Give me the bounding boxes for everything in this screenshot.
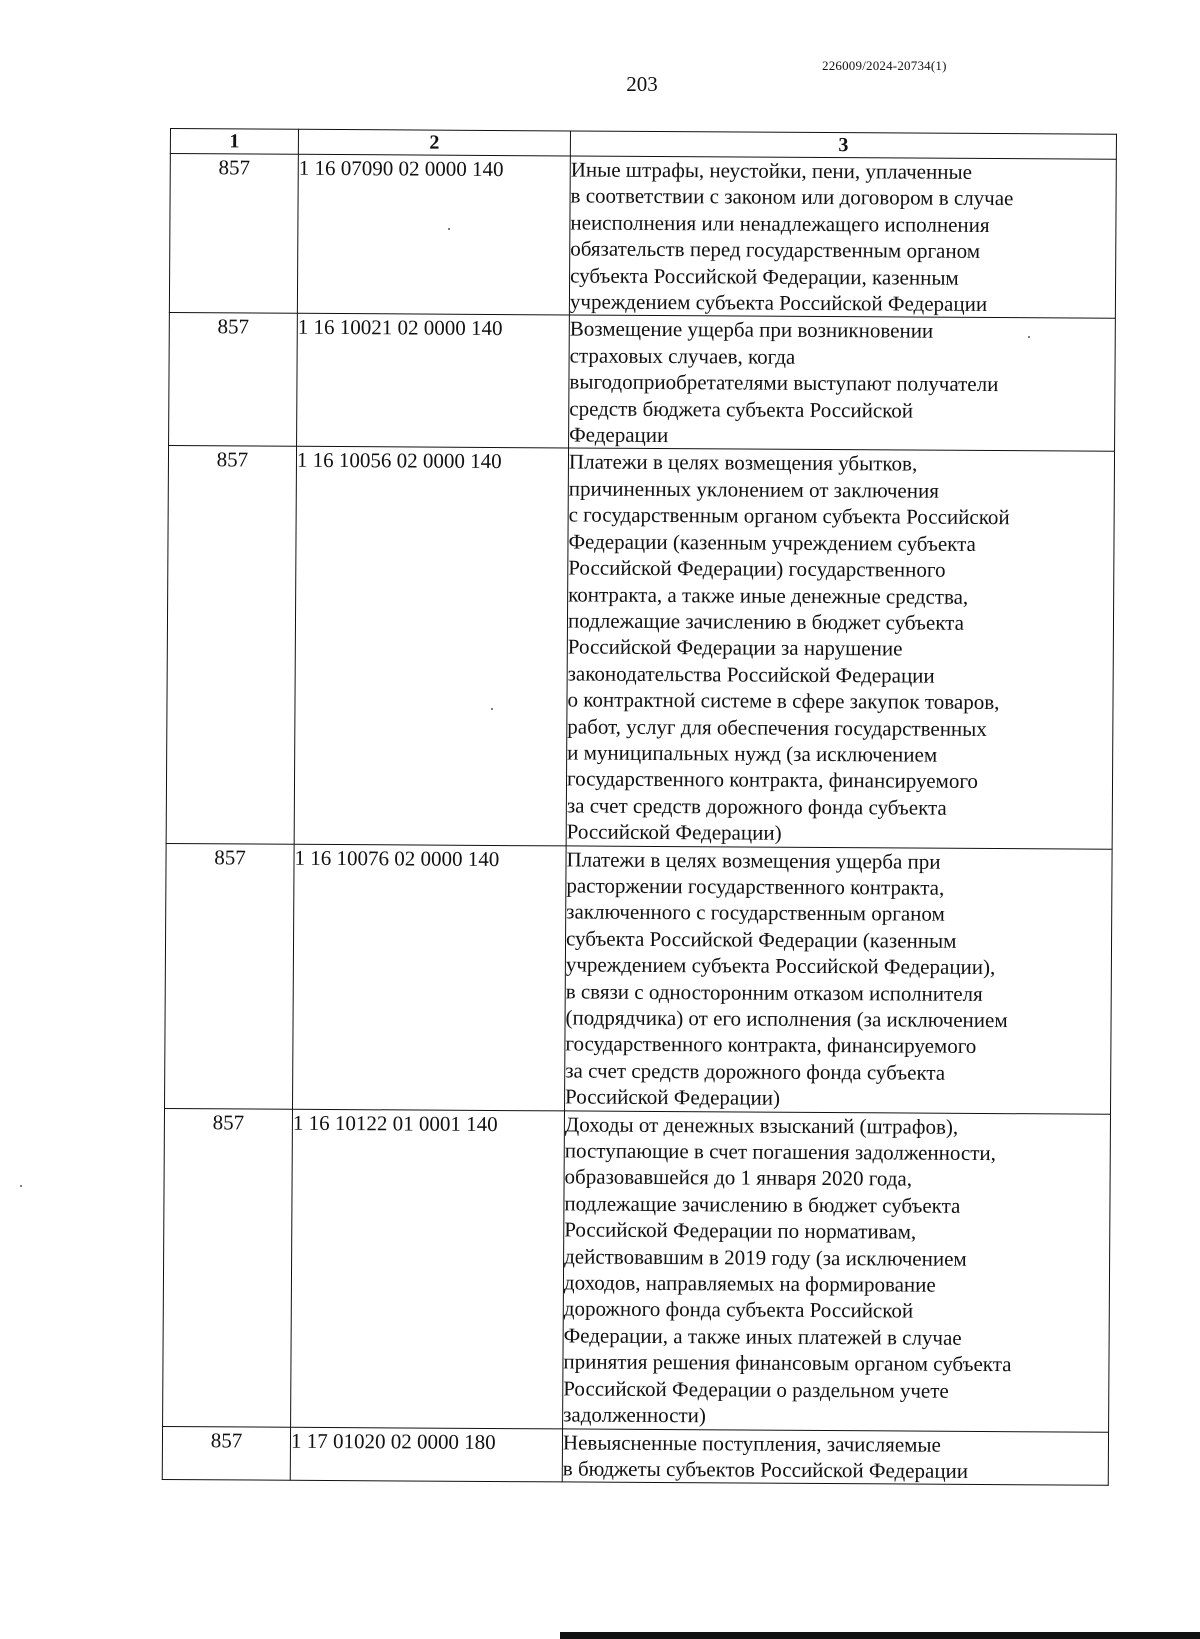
description-line: о контрактной системе в сфере закупок товаров, (567, 687, 1000, 715)
description-line: Российской Федерации) (566, 819, 782, 845)
description-line: Российской Федерации по нормативам, (564, 1217, 917, 1244)
scan-speck (491, 708, 493, 710)
description-line: Иные штрафы, неустойки, пени, уплаченные (570, 157, 973, 184)
budget-code-cell: 1 17 01020 02 0000 180 (290, 1427, 562, 1482)
description-line: выгодоприобретателями выступают получатели (569, 369, 999, 397)
description-line: Возмещение ущерба при возникновении (569, 316, 934, 344)
budget-classification-table (162, 128, 1117, 1486)
description-line: причиненных уклонением от заключения (568, 476, 939, 503)
revenue-description-cell (569, 315, 1116, 451)
administrator-code-cell: 857 (165, 843, 295, 1109)
description-line: Платежи в целях возмещения убытков, (568, 449, 918, 477)
description-line: заключенного с государственным органом (566, 899, 945, 927)
description-line: доходов, направляемых на формирование (563, 1270, 936, 1297)
description-line: в соответствии с законом или договором в случае (570, 183, 1014, 211)
description-line: в связи с односторонним отказом исполнителя (565, 979, 983, 1006)
table-row (166, 446, 1114, 849)
revenue-description-cell (569, 156, 1116, 319)
description-line: Российской Федерации за нарушение (567, 634, 903, 661)
table-row (162, 1426, 1108, 1486)
description-line: контракта, а также иные денежные средства, (568, 581, 969, 609)
description-line: с государственным органом субъекта Российской (568, 502, 1010, 530)
description-line: Российской Федерации) (565, 1084, 781, 1110)
description-line: принятия решения финансовым органом субъекта (563, 1349, 1012, 1377)
table-row (165, 843, 1113, 1114)
administrator-code-cell: 857 (169, 154, 298, 314)
description-line: государственного контракта, финансируемого (565, 1031, 977, 1059)
administrator-code-cell: 857 (163, 1108, 293, 1427)
budget-code-cell: 1 16 07090 02 0000 140 (297, 154, 570, 315)
description-line: субъекта Российской Федерации, казенным (570, 263, 959, 290)
description-line: страховых случаев, когда (569, 343, 796, 369)
description-line: образовавшейся до 1 января 2020 года, (564, 1164, 913, 1191)
column-header-2: 2 (298, 129, 570, 156)
description-line: средств бюджета субъекта Российской (569, 396, 914, 423)
description-line: расторжении государственного контракта, (566, 873, 945, 900)
description-line: Платежи в целях возмещения ущерба при (566, 846, 941, 874)
description-line: Федерации (569, 422, 669, 448)
description-line: поступающие в счет погашения задолженности, (564, 1138, 997, 1166)
budget-code-cell: 1 16 10021 02 0000 140 (297, 314, 570, 449)
budget-code-cell: 1 16 10056 02 0000 140 (294, 447, 568, 846)
description-line: дорожного фонда субъекта Российской (563, 1296, 914, 1324)
description-line: работ, услуг для обеспечения государственных (567, 713, 987, 741)
description-line: и муниципальных нужд (за исключением (567, 740, 938, 767)
page-number: 203 (626, 72, 658, 96)
description-line: действовавшим в 2019 году (за исключением (564, 1244, 967, 1271)
revenue-description-cell (566, 448, 1114, 848)
description-line: Российской Федерации о раздельном учете (563, 1376, 949, 1403)
scan-edge-bar (560, 1632, 1200, 1639)
description-line: Российской Федерации) государственного (568, 555, 946, 582)
description-line: за счет средств дорожного фонда субъекта (565, 1058, 946, 1085)
description-line: Федерации, а также иных платежей в случае (563, 1323, 962, 1350)
description-line: субъекта Российской Федерации (казенным (565, 926, 957, 953)
table-body (162, 154, 1116, 1486)
revenue-description-cell (563, 1111, 1111, 1432)
administrator-code-cell: 857 (169, 313, 298, 447)
revenue-description-cell (565, 845, 1113, 1113)
revenue-description-cell (562, 1428, 1108, 1485)
description-line: подлежащие зачислению в бюджет субъекта (564, 1191, 961, 1218)
scan-speck (448, 228, 450, 230)
administrator-code-cell: 857 (162, 1426, 290, 1481)
description-line: учреждением субъекта Российской Федерации), (565, 952, 996, 980)
description-line: Доходы от денежных взысканий (штрафов), (564, 1112, 959, 1139)
description-line: Невыясненные поступления, зачисляемые (562, 1429, 942, 1457)
table-row (169, 154, 1116, 319)
description-line: законодательства Российской Федерации (567, 661, 935, 688)
document-registration-number: 226009/2024-20734(1) (822, 58, 947, 73)
budget-code-cell: 1 16 10076 02 0000 140 (293, 844, 567, 1111)
description-line: Федерации (казенным учреждением субъекта (568, 529, 976, 556)
description-line: подлежащие зачислению в бюджет субъекта (567, 608, 965, 635)
description-line: неисполнения или ненадлежащего исполнения (570, 210, 990, 237)
scan-speck (1028, 336, 1030, 338)
administrator-code-cell: 857 (166, 446, 296, 844)
description-line: учреждением субъекта Российской Федерации (569, 289, 988, 317)
column-header-1: 1 (170, 129, 298, 155)
description-line: государственного контракта, финансируемого (566, 766, 979, 794)
table-row (169, 313, 1116, 452)
table-row (163, 1108, 1111, 1432)
description-line: в бюджеты субъектов Российской Федерации (562, 1456, 969, 1483)
description-line: (подрядчика) от его исполнения (за исключением (565, 1005, 1008, 1033)
description-line: обязательств перед государственным органом (570, 236, 981, 264)
description-line: задолженности) (563, 1402, 707, 1428)
column-header-3: 3 (570, 131, 1116, 159)
scan-speck (20, 1185, 22, 1187)
description-line: за счет средств дорожного фонда субъекта (566, 793, 947, 820)
budget-code-cell: 1 16 10122 01 0001 140 (291, 1109, 565, 1429)
